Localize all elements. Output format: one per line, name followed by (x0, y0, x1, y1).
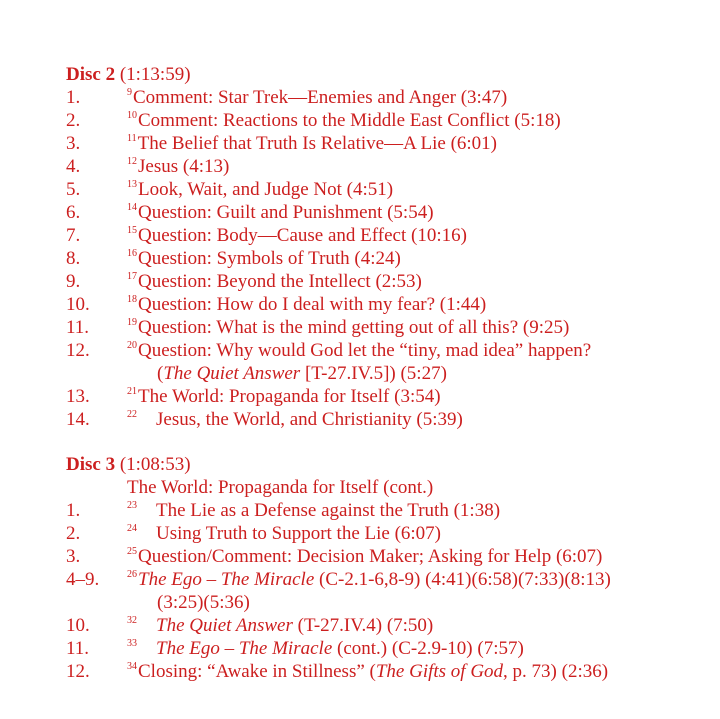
list-item (66, 270, 706, 293)
track-title: The Lie as a Defense against the Truth (1:38) (156, 500, 501, 521)
track-title: Question: Guilt and Punishment (5:54) (138, 202, 434, 223)
track-number: 3. (66, 546, 81, 567)
track-number: 8. (66, 248, 81, 269)
track-title: Question: Symbols of Truth (4:24) (138, 248, 401, 269)
footnote-marker: 20 (127, 340, 137, 351)
list-item (66, 545, 706, 568)
list-item (66, 247, 706, 270)
list-item (66, 660, 706, 683)
disc-3-heading (66, 453, 706, 476)
track-number: 11. (66, 638, 90, 659)
track-number: 4. (66, 156, 81, 177)
footnote-marker: 23 (127, 500, 137, 511)
track-number: 12. (66, 661, 90, 682)
disc-2-heading (66, 63, 706, 86)
footnote-marker: 15 (127, 225, 137, 236)
track-listing (66, 63, 706, 683)
track-title: Question: What is the mind getting out of all this? (9:25) (138, 317, 570, 338)
track-number: 14. (66, 409, 90, 430)
list-item (66, 339, 706, 362)
track-number: 7. (66, 225, 81, 246)
section-subheading: The World: Propaganda for Itself (cont.) (127, 477, 434, 498)
footnote-marker: 18 (127, 294, 137, 305)
footnote-marker: 25 (127, 546, 137, 557)
list-item (66, 614, 706, 637)
track-title: Comment: Star Trek—Enemies and Anger (3:47) (133, 87, 508, 108)
footnote-marker: 16 (127, 248, 137, 259)
track-title: (C-2.1-6,8-9) (4:41)(6:58)(7:33)(8:13) (314, 569, 611, 590)
footnote-marker: 9 (127, 87, 132, 98)
track-title-italic: The Ego – The Miracle (156, 638, 333, 659)
footnote-marker: 33 (127, 638, 137, 649)
footnote-marker: 19 (127, 317, 137, 328)
footnote-marker: 26 (127, 569, 137, 580)
list-item (66, 316, 706, 339)
track-number: 1. (66, 87, 81, 108)
track-number: 10. (66, 294, 90, 315)
list-item (66, 522, 706, 545)
track-title-italic: The Quiet Answer (163, 363, 301, 384)
track-title: Using Truth to Support the Lie (6:07) (156, 523, 442, 544)
track-title-italic: The Gifts of God (375, 661, 504, 682)
track-title: (T-27.IV.4) (7:50) (292, 615, 434, 636)
track-number: 11. (66, 317, 90, 338)
disc-2-label: Disc 2 (66, 64, 116, 85)
track-title: The World: Propaganda for Itself (3:54) (138, 386, 441, 407)
disc-3-duration: (1:08:53) (119, 454, 191, 475)
track-number: 2. (66, 523, 81, 544)
list-item (66, 293, 706, 316)
track-number: 13. (66, 386, 90, 407)
track-title: (cont.) (C-2.9-10) (7:57) (332, 638, 524, 659)
list-item (66, 178, 706, 201)
list-item (66, 499, 706, 522)
track-title: Look, Wait, and Judge Not (4:51) (138, 179, 394, 200)
track-title: Jesus (4:13) (138, 156, 230, 177)
footnote-marker: 10 (127, 110, 137, 121)
track-number: 10. (66, 615, 90, 636)
track-title-continued: , p. 73) (2:36) (503, 661, 609, 682)
list-item-continuation: (The Quiet Answer [T-27.IV.5]) (5:27) (157, 363, 447, 384)
track-title: The Belief that Truth Is Relative—A Lie (6:01) (137, 133, 497, 154)
footnote-marker: 17 (127, 271, 137, 282)
list-item-continuation (66, 591, 706, 614)
list-item (66, 408, 706, 431)
track-title-continued: [T-27.IV.5]) (5:27) (300, 363, 447, 384)
track-title: Jesus, the World, and Christianity (5:39) (156, 409, 463, 430)
track-title: Question: Body—Cause and Effect (10:16) (138, 225, 467, 246)
track-number: 6. (66, 202, 81, 223)
track-title: Question: Why would God let the “tiny, mad idea” happen? (138, 340, 592, 361)
track-number: 1. (66, 500, 81, 521)
footnote-marker: 12 (127, 156, 137, 167)
disc-3-label: Disc 3 (66, 454, 116, 475)
footnote-marker: 14 (127, 202, 137, 213)
track-number: 4–9. (66, 569, 100, 590)
footnote-marker: 34 (127, 661, 137, 672)
footnote-marker: 32 (127, 615, 137, 626)
list-item (66, 155, 706, 178)
list-item (66, 201, 706, 224)
track-title: Question: How do I deal with my fear? (1:44) (138, 294, 487, 315)
list-item (66, 132, 706, 155)
footnote-marker: 24 (127, 523, 137, 534)
track-title: Comment: Reactions to the Middle East Conflict (5:18) (138, 110, 561, 131)
list-item (66, 385, 706, 408)
track-title-continued: (3:25)(5:36) (157, 592, 250, 613)
footnote-marker: 11 (127, 133, 137, 144)
footnote-marker: 22 (127, 409, 137, 420)
track-number: 3. (66, 133, 81, 154)
track-number: 9. (66, 271, 81, 292)
track-number: 12. (66, 340, 90, 361)
list-item (66, 637, 706, 660)
track-title: Question: Beyond the Intellect (2:53) (138, 271, 422, 292)
list-item (66, 86, 706, 109)
track-title: Question/Comment: Decision Maker; Asking for Help (6:07) (138, 546, 603, 567)
list-item (66, 568, 706, 591)
track-number: 5. (66, 179, 81, 200)
track-title: Closing: “Awake in Stillness” ( (138, 661, 376, 682)
footnote-marker: 21 (127, 386, 137, 397)
list-item (66, 224, 706, 247)
disc-2-duration: (1:13:59) (119, 64, 191, 85)
track-title-italic: The Quiet Answer (156, 615, 293, 636)
list-item (66, 109, 706, 132)
track-number: 2. (66, 110, 81, 131)
track-title-italic: The Ego – The Miracle (138, 569, 315, 590)
footnote-marker: 13 (127, 179, 137, 190)
